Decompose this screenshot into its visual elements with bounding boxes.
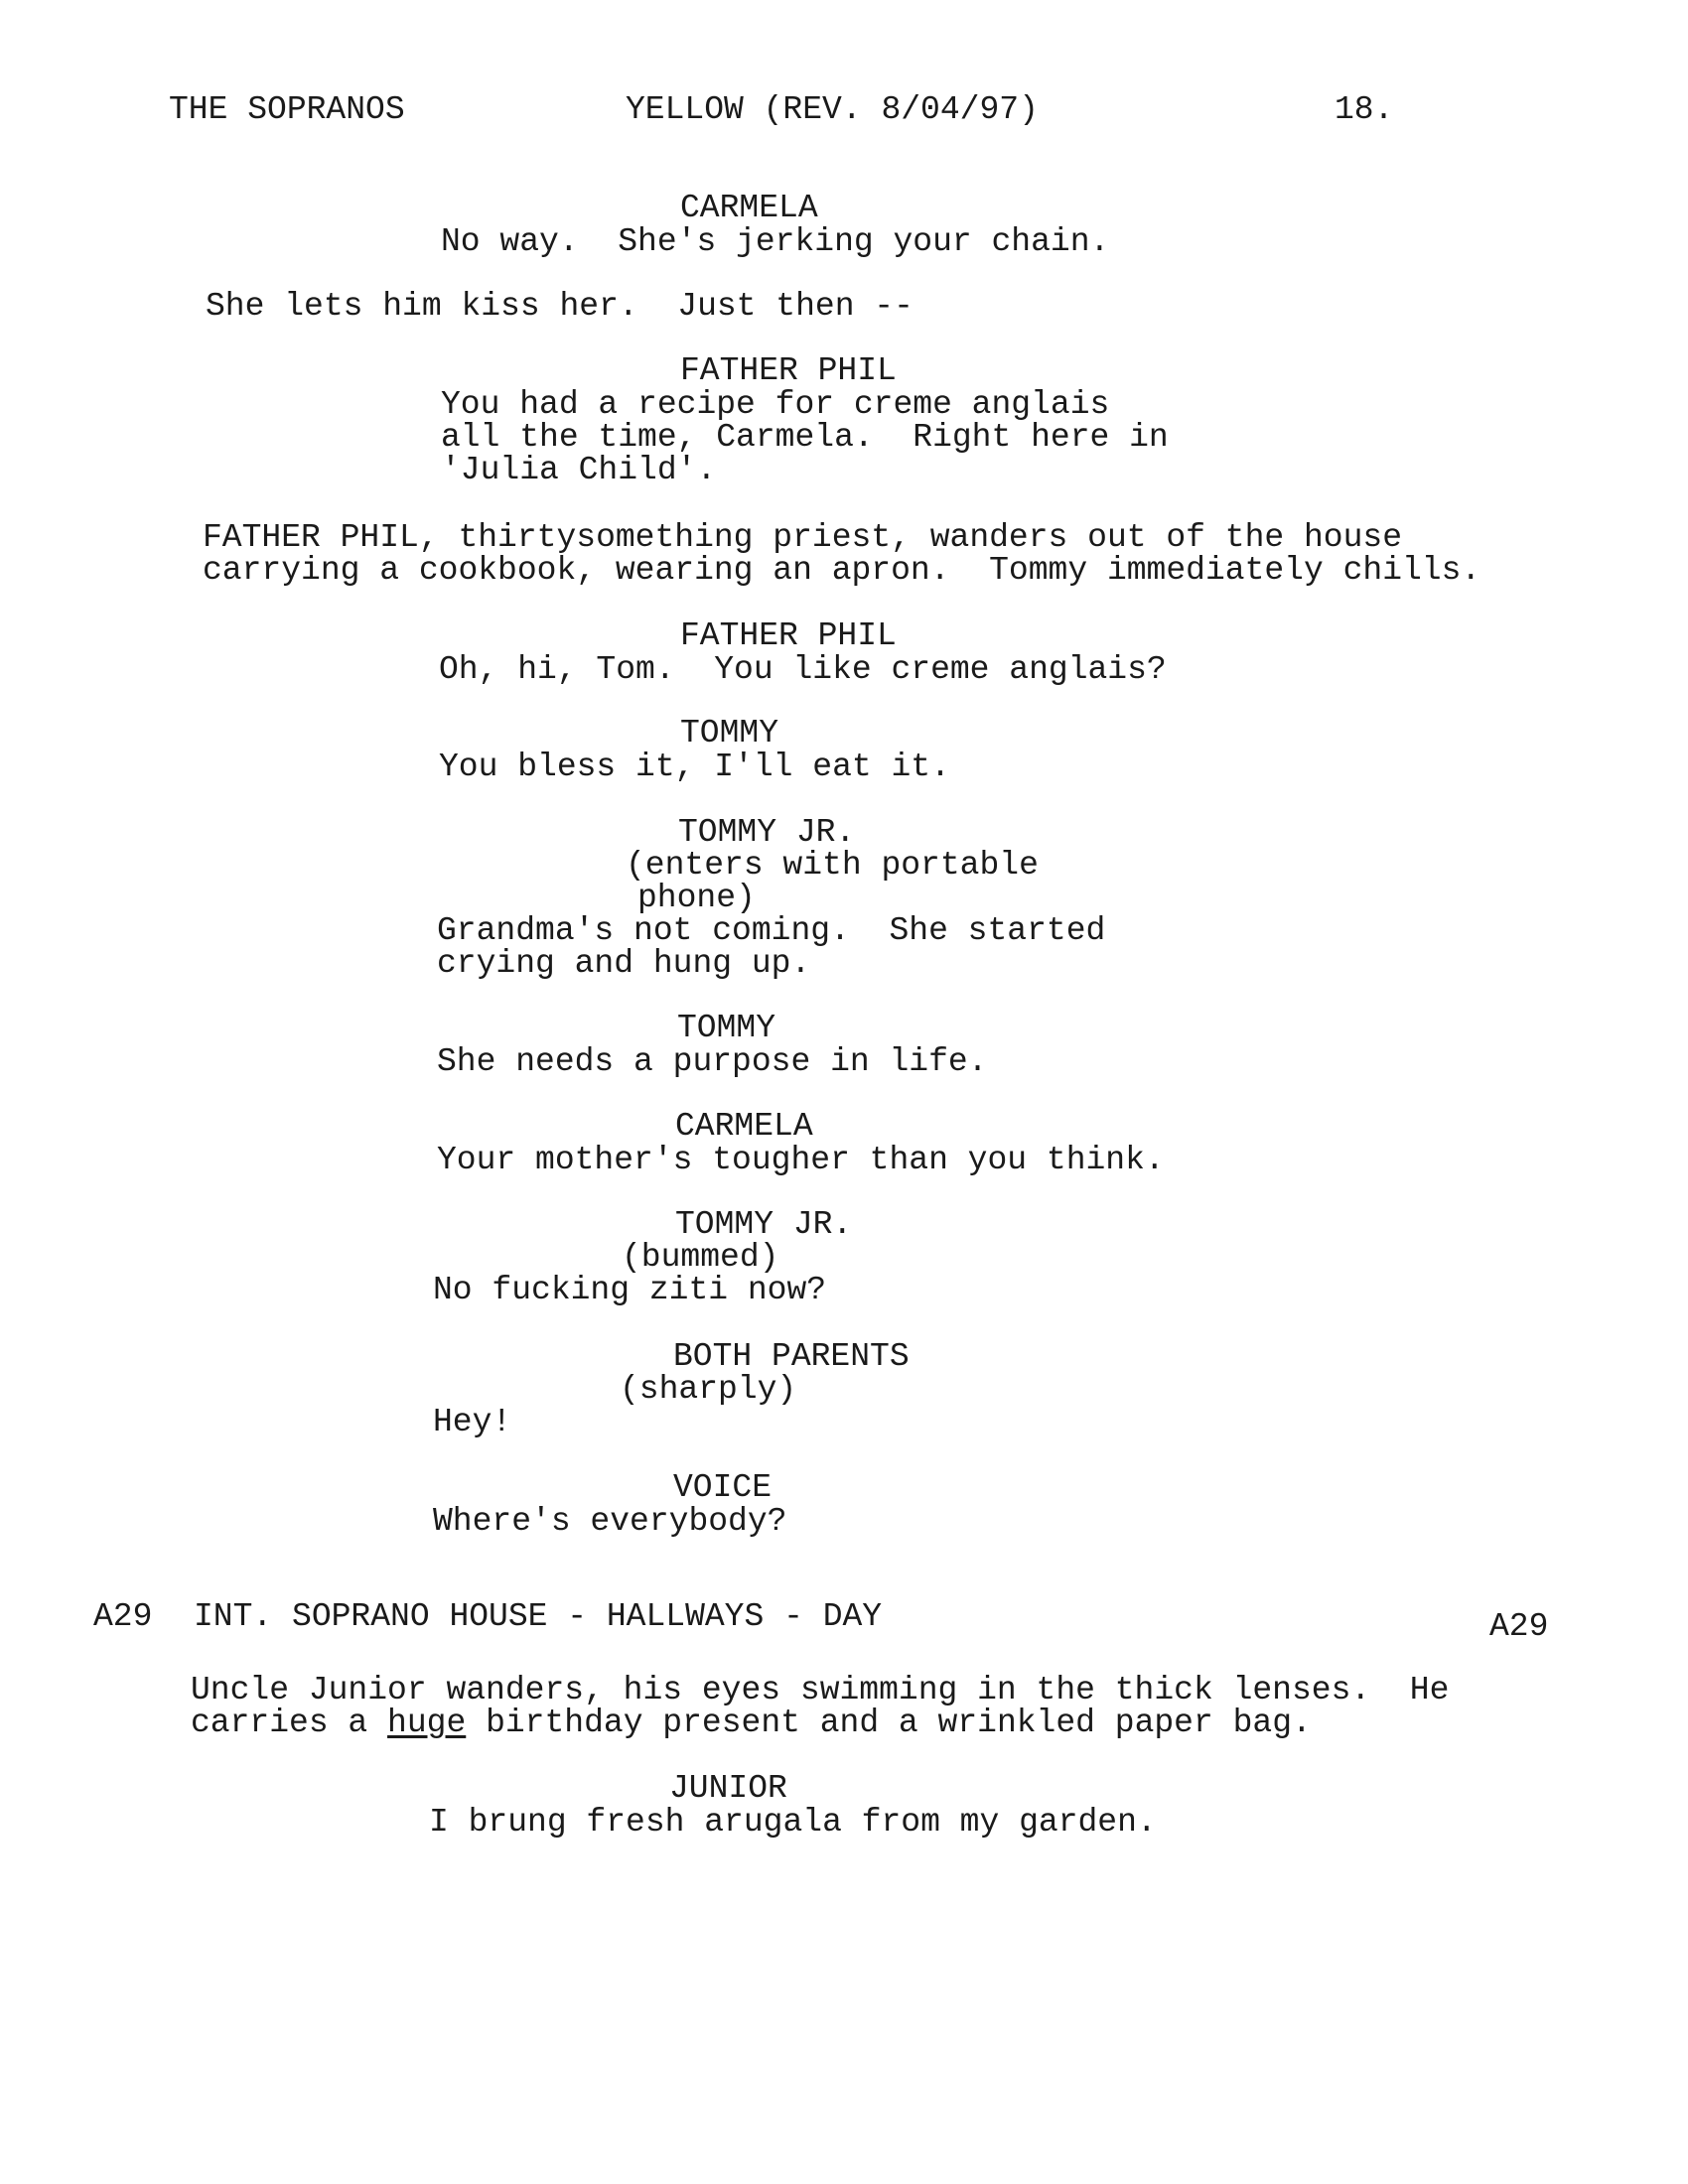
action-line: Uncle Junior wanders, his eyes swimming in the thick lenses. He <box>191 1672 1450 1708</box>
parenthetical: (bummed) <box>622 1239 779 1276</box>
dialogue-line: She needs a purpose in life. <box>437 1043 988 1080</box>
action-line: She lets him kiss her. Just then -- <box>206 288 914 325</box>
dialogue-line: You bless it, I'll eat it. <box>439 749 950 785</box>
dialogue-line: 'Julia Child'. <box>441 452 717 488</box>
parenthetical: (sharply) <box>620 1371 797 1408</box>
character-name-carmela: CARMELA <box>680 190 818 226</box>
scene-heading: INT. SOPRANO HOUSE - HALLWAYS - DAY <box>194 1598 883 1635</box>
dialogue-line: Oh, hi, Tom. You like creme anglais? <box>439 651 1167 688</box>
scene-number-left: A29 <box>93 1598 153 1635</box>
dialogue-line: Where's everybody? <box>433 1503 787 1540</box>
character-name-both-parents: BOTH PARENTS <box>673 1338 910 1375</box>
dialogue-line: You had a recipe for creme anglais <box>441 386 1110 423</box>
character-name-tommy-jr: TOMMY JR. <box>678 814 856 851</box>
revision-label: YELLOW (REV. 8/04/97) <box>626 91 1039 128</box>
character-name-tommy-jr: TOMMY JR. <box>675 1206 853 1243</box>
character-name-father-phil: FATHER PHIL <box>680 617 897 654</box>
dialogue-line: Hey! <box>433 1404 512 1440</box>
dialogue-line: all the time, Carmela. Right here in <box>441 419 1169 456</box>
parenthetical: (enters with portable <box>626 847 1039 884</box>
character-name-father-phil: FATHER PHIL <box>680 352 897 389</box>
dialogue-line: crying and hung up. <box>437 945 811 982</box>
dialogue-line: No way. She's jerking your chain. <box>441 223 1110 260</box>
character-name-carmela: CARMELA <box>675 1108 813 1145</box>
page-number: 18. <box>1335 91 1394 128</box>
dialogue-line: Grandma's not coming. She started <box>437 912 1106 949</box>
action-line: FATHER PHIL, thirtysomething priest, wanders out of the house <box>203 519 1402 556</box>
underlined-word: huge <box>387 1705 467 1741</box>
character-name-voice: VOICE <box>673 1469 773 1506</box>
action-text: carries a <box>191 1705 388 1741</box>
action-text: birthday present and a wrinkled paper bag. <box>466 1705 1312 1741</box>
dialogue-line: No fucking ziti now? <box>433 1272 827 1308</box>
parenthetical: phone) <box>637 880 756 916</box>
dialogue-line: I brung fresh arugala from my garden. <box>429 1804 1157 1841</box>
scene-number-right: A29 <box>1489 1608 1549 1645</box>
character-name-tommy: TOMMY <box>680 715 779 751</box>
show-title: THE SOPRANOS <box>169 91 405 128</box>
character-name-junior: JUNIOR <box>669 1770 787 1807</box>
action-line <box>191 1706 1312 1739</box>
character-name-tommy: TOMMY <box>677 1010 776 1046</box>
dialogue-line: Your mother's tougher than you think. <box>437 1142 1165 1178</box>
action-line: carrying a cookbook, wearing an apron. Tommy immediately chills. <box>203 552 1481 589</box>
